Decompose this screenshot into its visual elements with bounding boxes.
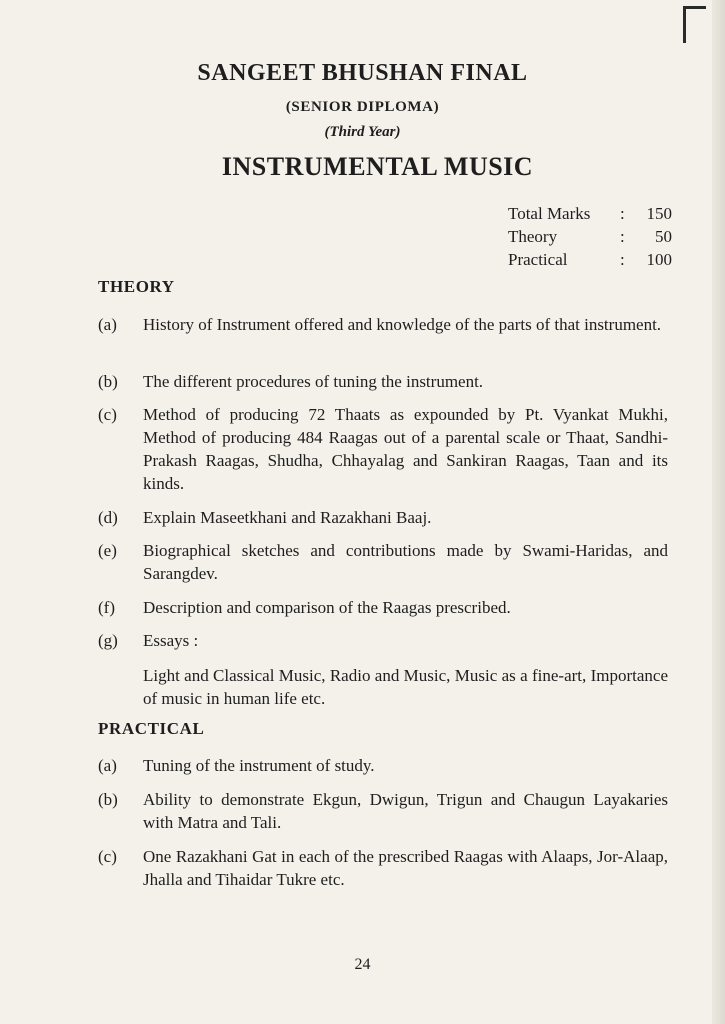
item-text: Biographical sketches and contributions made by Swami-Haridas, and Sarangdev. bbox=[143, 541, 668, 583]
item-text: History of Instrument offered and knowledge of the parts of that instrument. bbox=[143, 315, 662, 334]
item-text: The different procedures of tuning the instrument. bbox=[143, 372, 484, 391]
theory-item-e bbox=[98, 539, 668, 585]
item-text: Description and comparison of the Raagas prescribed. bbox=[143, 598, 511, 617]
practical-item-b bbox=[98, 788, 668, 834]
page-number: 24 bbox=[354, 956, 371, 973]
subject-heading: INSTRUMENTAL MUSIC bbox=[221, 152, 534, 181]
item-key: (b) bbox=[98, 790, 118, 809]
document-subtitle: (SENIOR DIPLOMA) bbox=[285, 99, 440, 115]
marks-value: 150 bbox=[646, 204, 672, 223]
marks-separator: : bbox=[620, 250, 625, 269]
item-text: Light and Classical Music, Radio and Music, Music as a fine-art, Importance of music in human life etc. bbox=[143, 666, 668, 708]
item-key: (b) bbox=[98, 372, 118, 391]
marks-label: Practical bbox=[508, 250, 568, 269]
item-key: (c) bbox=[98, 847, 117, 866]
item-key: (g) bbox=[98, 631, 118, 650]
practical-item-c bbox=[98, 845, 668, 891]
document-title: SANGEET BHUSHAN FINAL bbox=[197, 60, 528, 86]
item-text: Method of producing 72 Thaats as expounded by Pt. Vyankat Mukhi, Method of producing 484 Raagas out of a parental scale or Thaat, Sandhi-Prakash Raagas, Shudha, Chhayalag and Sankiran Raagas, Taan and its kinds. bbox=[143, 405, 668, 493]
theory-heading: THEORY bbox=[98, 277, 175, 296]
item-key: (a) bbox=[98, 315, 117, 334]
item-key: (d) bbox=[98, 508, 118, 527]
marks-table bbox=[508, 202, 672, 271]
marks-row-total bbox=[508, 202, 672, 225]
practical-heading: PRACTICAL bbox=[98, 719, 205, 738]
theory-item-c bbox=[98, 403, 668, 495]
theory-item-d bbox=[98, 506, 668, 529]
marks-row-practical bbox=[508, 248, 672, 271]
item-key: (a) bbox=[98, 756, 117, 775]
marks-separator: : bbox=[620, 227, 625, 246]
marks-label: Total Marks bbox=[508, 204, 591, 223]
document-year: (Third Year) bbox=[324, 124, 401, 140]
item-key: (f) bbox=[98, 598, 115, 617]
corner-crop-mark bbox=[683, 6, 706, 43]
theory-item-essays bbox=[98, 664, 668, 710]
theory-item-f bbox=[98, 596, 668, 619]
item-key: (c) bbox=[98, 405, 117, 424]
item-text: Explain Maseetkhani and Razakhani Baaj. bbox=[143, 508, 432, 527]
theory-item-a bbox=[98, 313, 668, 336]
theory-item-b bbox=[98, 370, 668, 393]
marks-value: 50 bbox=[655, 227, 672, 246]
marks-separator: : bbox=[620, 204, 625, 223]
marks-label: Theory bbox=[508, 227, 558, 246]
item-text: Essays : bbox=[143, 631, 199, 650]
theory-item-g bbox=[98, 629, 668, 652]
item-key: (e) bbox=[98, 541, 117, 560]
item-text: Tuning of the instrument of study. bbox=[143, 756, 375, 775]
marks-value: 100 bbox=[646, 250, 672, 269]
marks-row-theory bbox=[508, 225, 672, 248]
item-text: One Razakhani Gat in each of the prescribed Raagas with Alaaps, Jor-Alaap, Jhalla and Tihaidar Tukre etc. bbox=[143, 847, 668, 889]
item-text: Ability to demonstrate Ekgun, Dwigun, Trigun and Chaugun Layakaries with Matra and Tali. bbox=[143, 790, 668, 832]
practical-item-a bbox=[98, 754, 668, 777]
